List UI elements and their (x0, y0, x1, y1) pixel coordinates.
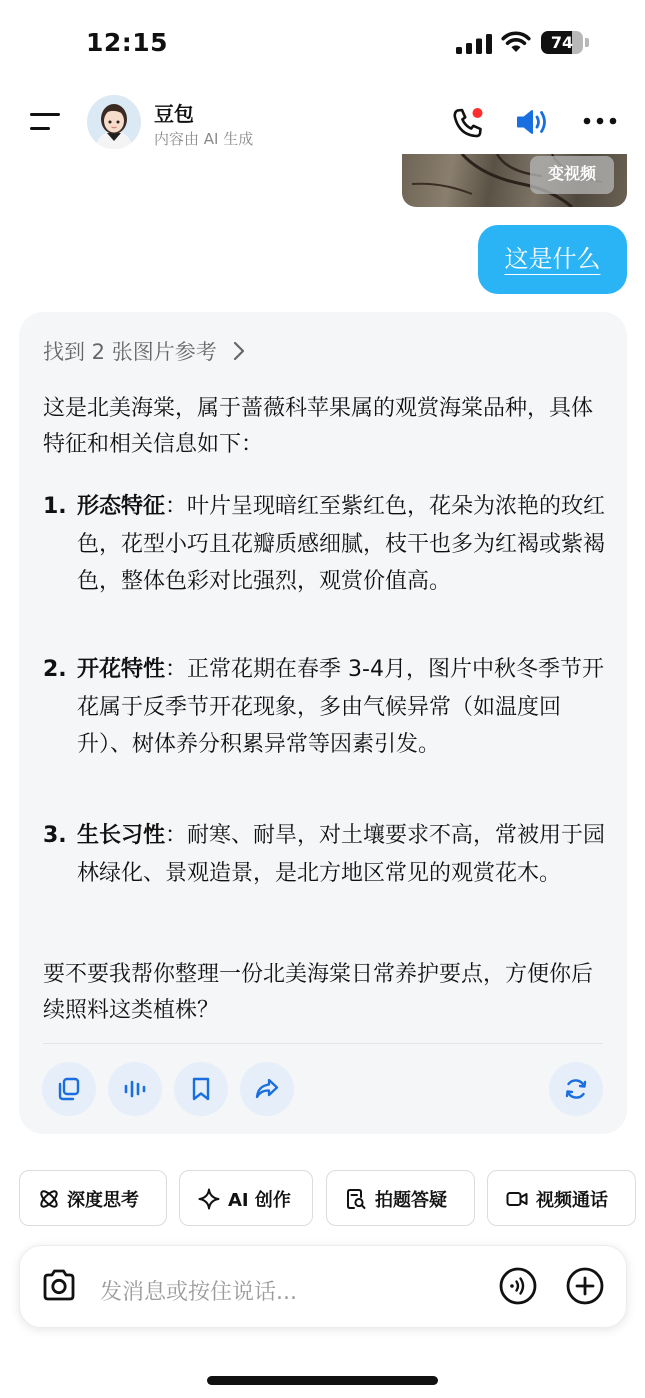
audio-wave-icon (122, 1076, 148, 1102)
list-item-title: 形态特征 (77, 494, 166, 519)
user-message-text: 这是什么 (504, 245, 601, 273)
feature-label: AI 创作 (228, 1190, 291, 1211)
wifi-icon (501, 30, 531, 54)
photo-solve-button[interactable] (326, 1170, 475, 1226)
list-item-body: ：正常花期在春季 3-4月，图片中秋冬季节开花属于反季节开花现象，多由气候异常（如温度回升）、树体养分积累异常等因素引发。 (77, 657, 604, 757)
chat-title: 豆包 (154, 102, 194, 126)
home-indicator (207, 1376, 438, 1385)
refresh-icon (563, 1076, 589, 1102)
battery-icon (541, 31, 589, 54)
feature-label: 拍题答疑 (375, 1190, 447, 1211)
camera-icon[interactable] (40, 1268, 78, 1304)
image-reference-link[interactable] (43, 336, 245, 366)
share-icon (254, 1076, 280, 1102)
deep-thinking-button[interactable] (19, 1170, 167, 1226)
more-options-icon[interactable] (582, 116, 618, 126)
list-number: 2. (43, 657, 67, 682)
copy-icon (56, 1076, 82, 1102)
copy-button[interactable] (42, 1062, 96, 1116)
bookmark-button[interactable] (174, 1062, 228, 1116)
ai-create-button[interactable] (179, 1170, 313, 1226)
ai-intro-text: 这是北美海棠，属于蔷薇科苹果属的观赏海棠品种，具体特征和相关信息如下： (43, 396, 594, 457)
menu-icon[interactable] (30, 112, 60, 132)
list-item-body: ：耐寒、耐旱，对土壤要求不高，常被用于园林绿化、景观造景，是北方地区常见的观赏花木。 (77, 823, 606, 886)
reference-label: 找到 2 张图片参考 (43, 340, 217, 364)
cellular-signal-icon (456, 34, 492, 54)
voice-input-icon[interactable] (498, 1266, 538, 1306)
list-number: 3. (43, 823, 67, 848)
user-message-bubble[interactable] (478, 225, 627, 294)
feature-label: 深度思考 (67, 1190, 139, 1211)
list-item-body: ：叶片呈现暗红至紫红色，花朵为浓艳的玫红色，花型小巧且花瓣质感细腻，枝干也多为红褐或紫褐色，整体色彩对比强烈，观赏价值高。 (77, 494, 606, 594)
chat-subtitle: 内容由 AI 生成 (154, 130, 254, 148)
divider (43, 1043, 603, 1044)
share-button[interactable] (240, 1062, 294, 1116)
feature-label: 视频通话 (536, 1190, 608, 1211)
speaker-icon[interactable] (515, 106, 551, 138)
read-aloud-button[interactable] (108, 1062, 162, 1116)
list-item-title: 开花特性 (77, 657, 166, 682)
doc-search-icon (345, 1188, 367, 1210)
phone-call-icon[interactable] (451, 106, 487, 140)
video-camera-icon (506, 1188, 528, 1210)
convert-to-video-button[interactable]: 变视频 (530, 156, 614, 194)
atom-icon (38, 1188, 60, 1210)
chevron-right-icon (233, 341, 245, 361)
avatar[interactable] (87, 95, 141, 149)
ai-closing-text: 要不要我帮你整理一份北美海棠日常养护要点，方便你后续照料这类植株？ (43, 962, 594, 1023)
message-input[interactable]: 发消息或按住说话... (100, 1280, 297, 1305)
sparkle-icon (198, 1188, 220, 1210)
battery-percent: 74 (550, 33, 574, 52)
status-time: 12:15 (86, 28, 169, 57)
regenerate-button[interactable] (549, 1062, 603, 1116)
bookmark-icon (188, 1076, 214, 1102)
plus-icon[interactable] (565, 1266, 605, 1306)
list-number: 1. (43, 494, 67, 519)
list-item-title: 生长习性 (77, 823, 166, 848)
video-call-button[interactable] (487, 1170, 636, 1226)
